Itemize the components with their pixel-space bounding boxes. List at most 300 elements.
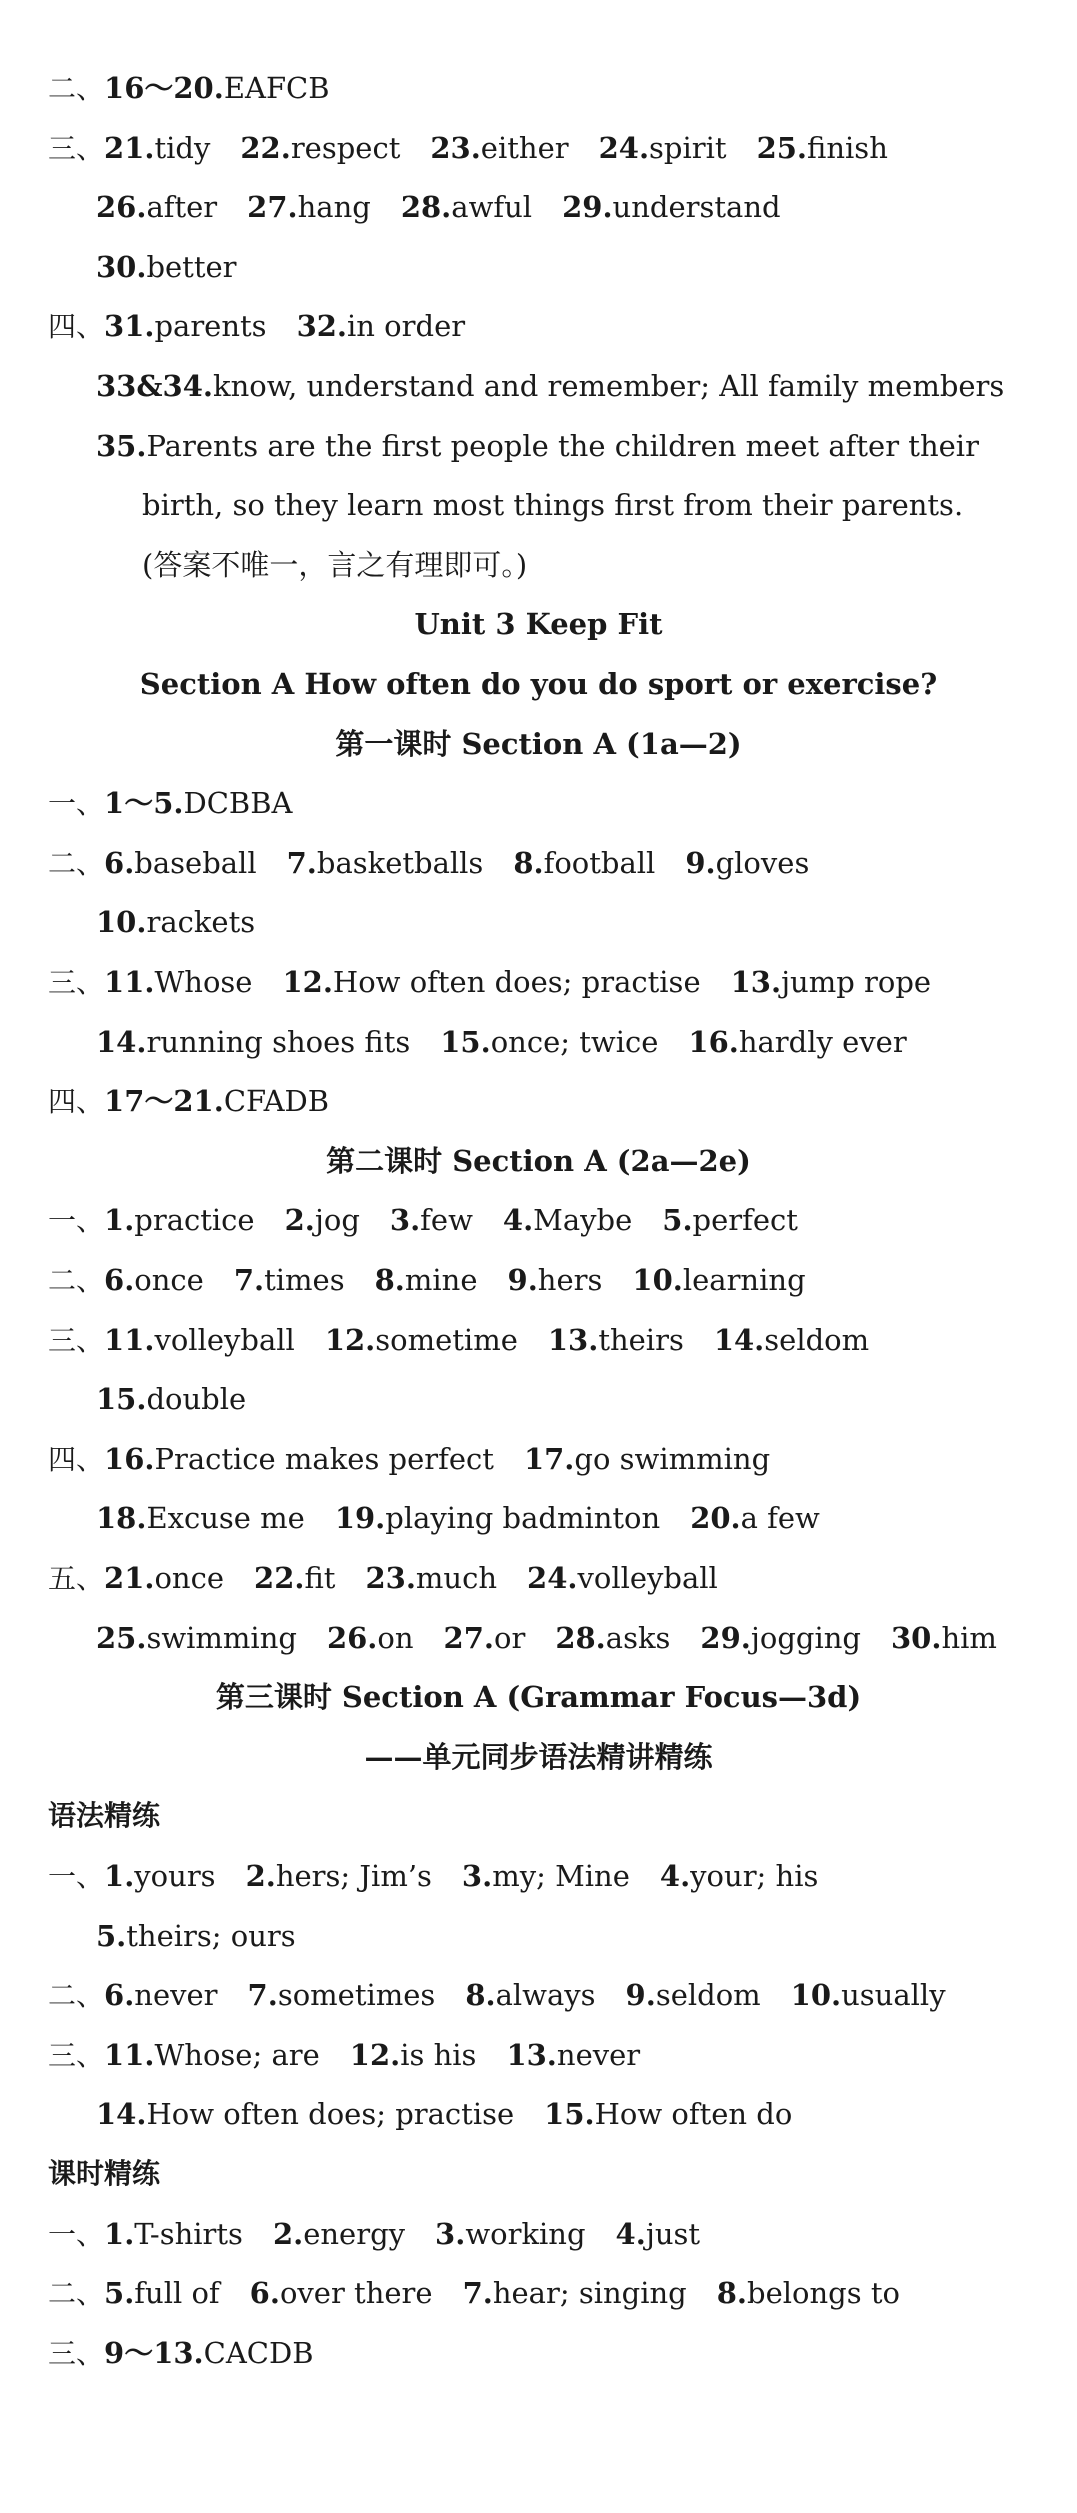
question-number: 13. xyxy=(547,1322,599,1357)
answer-row xyxy=(48,1846,818,1906)
answer-item xyxy=(104,2204,243,2264)
answer-text: times xyxy=(264,1263,345,1297)
question-number: 8. xyxy=(716,2276,748,2311)
question-number: 8. xyxy=(374,1263,405,1297)
answer-text: over there xyxy=(279,2276,433,2311)
answer-item xyxy=(96,356,1004,416)
answer-row xyxy=(96,1369,246,1429)
question-number: 28. xyxy=(400,190,452,225)
question-number: 9～13. xyxy=(104,2335,204,2370)
answer-item xyxy=(104,1071,329,1131)
answer-text: How often does; practise xyxy=(146,2097,515,2132)
answer-item xyxy=(96,177,217,237)
question-number: 28. xyxy=(555,1620,606,1655)
answer-item xyxy=(104,58,330,118)
answer-row xyxy=(96,1608,997,1668)
question-number: 16. xyxy=(688,1024,739,1059)
answer-text: spirit xyxy=(649,130,727,165)
answer-item xyxy=(104,1965,218,2025)
answer-text: hang xyxy=(297,190,371,225)
question-number: 35. xyxy=(96,428,147,463)
answer-item xyxy=(285,1190,360,1250)
answer-continuation: (答案不唯一，言之有理即可。) xyxy=(142,547,528,582)
answer-text: asks xyxy=(605,1620,671,1655)
answer-text: hers xyxy=(537,1263,603,1297)
answer-text: jump rope xyxy=(781,965,932,999)
answer-text: Whose xyxy=(154,965,253,999)
answer-text: understand xyxy=(612,190,781,225)
answer-item xyxy=(757,118,888,178)
question-number: 27. xyxy=(247,190,298,225)
answer-item xyxy=(96,1608,297,1668)
answer-text: EAFCB xyxy=(223,71,330,105)
question-number: 17. xyxy=(523,1441,575,1476)
answer-row xyxy=(48,1190,798,1250)
answer-item xyxy=(688,1012,906,1072)
answer-text: T-shirts xyxy=(134,2216,243,2251)
section-heading: Section A How often do you do sport or exercise? xyxy=(139,667,938,701)
question-group-label: 一、 xyxy=(48,1860,105,1893)
answer-item xyxy=(104,296,267,356)
answer-row xyxy=(48,2204,700,2264)
answer-row xyxy=(48,118,888,178)
question-number: 32. xyxy=(296,309,348,344)
question-number: 15. xyxy=(544,2097,595,2132)
question-number: 4. xyxy=(659,1859,691,1893)
answer-text: mine xyxy=(404,1263,478,1297)
answer-text: theirs; ours xyxy=(126,1918,296,1953)
question-number: 21. xyxy=(104,130,155,165)
answer-item xyxy=(430,118,568,178)
answer-row xyxy=(96,177,781,237)
answer-row xyxy=(48,833,809,893)
answer-item xyxy=(246,1846,432,1906)
answer-item xyxy=(282,952,700,1012)
question-number: 24. xyxy=(598,130,650,165)
answer-item xyxy=(548,1310,684,1370)
answer-text: belongs to xyxy=(747,2276,900,2311)
answer-text: yours xyxy=(134,1859,216,1893)
question-number: 29. xyxy=(562,190,613,225)
question-number: 12. xyxy=(324,1322,376,1357)
answer-item xyxy=(365,1548,497,1608)
question-number: 22. xyxy=(254,1561,305,1595)
question-number: 6. xyxy=(104,1263,135,1297)
answer-text: double xyxy=(146,1382,247,1417)
answer-text: usually xyxy=(841,1978,946,2013)
question-number: 10. xyxy=(790,1978,842,2013)
answer-item xyxy=(248,1965,436,2025)
question-number: 18. xyxy=(96,1501,147,1536)
answer-text: sometime xyxy=(375,1322,518,1357)
answer-text: parents xyxy=(154,309,267,344)
answer-item xyxy=(700,1608,861,1668)
answer-text: volleyball xyxy=(577,1561,718,1595)
answer-text: respect xyxy=(290,130,401,165)
answer-text: rackets xyxy=(146,905,256,940)
answer-item xyxy=(791,1965,946,2025)
answer-row xyxy=(96,1012,907,1072)
question-number: 1. xyxy=(104,1203,135,1238)
answer-item xyxy=(96,2084,514,2144)
answer-text: better xyxy=(146,249,237,284)
question-group-label: 二、 xyxy=(48,846,105,880)
answer-row xyxy=(96,1906,296,1966)
answer-row xyxy=(48,2025,640,2085)
answer-item xyxy=(390,1190,473,1250)
answer-item xyxy=(234,1250,345,1310)
answer-item xyxy=(632,1250,805,1310)
answer-text: Whose; are xyxy=(154,2037,320,2072)
answer-text: seldom xyxy=(655,1978,761,2013)
question-number: 14. xyxy=(96,2097,147,2132)
answer-row xyxy=(48,773,292,833)
answer-item xyxy=(350,2025,477,2085)
answer-text: football xyxy=(543,845,656,880)
question-number: 14. xyxy=(96,1024,147,1059)
question-number: 7. xyxy=(247,1978,278,2013)
answer-item xyxy=(544,2084,792,2144)
answer-text: is his xyxy=(400,2037,477,2072)
question-group-label: 一、 xyxy=(48,1204,105,1238)
answer-row xyxy=(48,1071,329,1131)
answer-item xyxy=(273,2204,405,2264)
section-heading: 第二课时 Section A (2a—2e) xyxy=(326,1143,751,1178)
question-number: 4. xyxy=(502,1203,534,1238)
answer-text: working xyxy=(465,2216,586,2251)
answer-row xyxy=(48,58,330,118)
answer-item xyxy=(508,1250,603,1310)
question-number: 13. xyxy=(730,965,782,999)
answer-text: on xyxy=(377,1620,414,1655)
answer-item xyxy=(463,2263,687,2323)
question-group-label: 二、 xyxy=(48,1264,105,1297)
answer-item xyxy=(335,1488,660,1548)
answer-text: your; his xyxy=(690,1859,819,1893)
answer-text: tidy xyxy=(154,130,211,165)
answer-text: never xyxy=(556,2037,641,2072)
answer-text: never xyxy=(134,1978,218,2013)
answer-text: once xyxy=(154,1561,225,1595)
question-number: 12. xyxy=(349,2037,401,2072)
answer-row xyxy=(48,2263,900,2323)
question-number: 20. xyxy=(690,1501,741,1536)
question-number: 6. xyxy=(104,1978,135,2013)
answer-item xyxy=(104,833,257,893)
answer-text: few xyxy=(420,1203,473,1238)
question-number: 26. xyxy=(326,1620,378,1655)
answer-item xyxy=(104,2025,320,2085)
answer-row xyxy=(96,1488,820,1548)
answer-item xyxy=(375,1250,478,1310)
answer-row xyxy=(48,1548,718,1608)
answer-item xyxy=(599,118,727,178)
question-number: 10. xyxy=(96,905,147,940)
answer-item xyxy=(503,1190,632,1250)
question-number: 17～21. xyxy=(104,1084,224,1119)
answer-item xyxy=(327,1608,414,1668)
section-heading: 第三课时 Section A (Grammar Focus—3d) xyxy=(215,1680,862,1715)
answer-item xyxy=(250,2263,433,2323)
section-heading: ——单元同步语法精讲精练 xyxy=(364,1739,713,1774)
answer-item xyxy=(524,1429,770,1489)
answer-text: hear; singing xyxy=(492,2276,687,2311)
question-number: 16. xyxy=(104,1441,155,1476)
answer-item xyxy=(685,833,809,893)
answer-text: volleyball xyxy=(154,1322,295,1357)
question-number: 19. xyxy=(334,1501,386,1536)
question-number: 9. xyxy=(685,845,716,880)
answer-item xyxy=(562,177,780,237)
question-number: 9. xyxy=(625,1978,656,2013)
question-number: 3. xyxy=(389,1203,421,1238)
question-number: 10. xyxy=(632,1263,683,1297)
section-heading: 第一课时 Section A (1a—2) xyxy=(335,726,742,761)
answer-text: How often does; practise xyxy=(332,965,701,999)
question-number: 11. xyxy=(104,2037,155,2072)
answer-row xyxy=(48,296,465,356)
answer-item xyxy=(104,1250,204,1310)
answer-row xyxy=(96,416,979,476)
answer-item xyxy=(891,1608,997,1668)
answer-item xyxy=(527,1548,718,1608)
answer-item xyxy=(717,2263,900,2323)
answer-item xyxy=(254,1548,335,1608)
question-number: 21. xyxy=(104,1561,155,1595)
answer-item xyxy=(240,118,400,178)
answer-item xyxy=(96,1012,410,1072)
question-number: 6. xyxy=(249,2276,280,2311)
question-number: 25. xyxy=(756,130,808,165)
answer-row xyxy=(48,1250,806,1310)
answer-item xyxy=(104,1310,295,1370)
question-number: 25. xyxy=(96,1620,147,1655)
answer-item xyxy=(440,1012,658,1072)
question-group-label: 三、 xyxy=(48,2336,105,2370)
answer-item xyxy=(616,2204,701,2264)
answer-text: a few xyxy=(740,1501,820,1536)
answer-row xyxy=(96,2084,792,2144)
question-number: 2. xyxy=(284,1203,315,1238)
answer-text: basketballs xyxy=(316,845,484,880)
answer-item xyxy=(104,1190,255,1250)
answer-text: energy xyxy=(303,2216,406,2251)
question-number: 1. xyxy=(104,2216,135,2251)
question-number: 24. xyxy=(527,1561,578,1595)
question-group-label: 五、 xyxy=(48,1562,105,1595)
question-number: 29. xyxy=(700,1620,751,1655)
answer-item xyxy=(104,2263,220,2323)
question-number: 7. xyxy=(462,2276,493,2311)
answer-text: my; Mine xyxy=(492,1859,630,1893)
answer-text: How often do xyxy=(594,2097,793,2132)
answer-item xyxy=(731,952,931,1012)
answer-item xyxy=(287,833,484,893)
answer-item xyxy=(626,1965,761,2025)
answer-row xyxy=(48,1310,869,1370)
answer-text: sometimes xyxy=(277,1978,436,2013)
question-number: 12. xyxy=(282,965,333,999)
answer-text: jogging xyxy=(750,1620,861,1655)
answer-text: know, understand and remember; All family members xyxy=(213,369,1005,403)
answer-text: always xyxy=(495,1978,596,2013)
question-group-label: 二、 xyxy=(48,1979,105,2013)
question-number: 33&34. xyxy=(96,369,213,403)
answer-item xyxy=(104,1846,216,1906)
answer-text: once; twice xyxy=(490,1024,659,1059)
question-number: 23. xyxy=(430,130,481,165)
question-number: 2. xyxy=(272,2216,304,2251)
answer-text: perfect xyxy=(692,1203,798,1238)
answer-text: or xyxy=(494,1620,526,1655)
answer-text: hers; Jim’s xyxy=(275,1859,432,1893)
answer-text: gloves xyxy=(715,845,810,880)
answer-item xyxy=(444,1608,526,1668)
answer-text: jog xyxy=(314,1203,360,1238)
question-number: 26. xyxy=(96,190,147,225)
question-number: 15. xyxy=(96,1382,147,1417)
answer-text: go swimming xyxy=(574,1441,771,1476)
answer-item xyxy=(104,1429,494,1489)
question-number: 7. xyxy=(233,1263,265,1297)
answer-text: Practice makes perfect xyxy=(154,1441,494,1476)
answer-item xyxy=(104,952,252,1012)
answer-text: Maybe xyxy=(533,1203,633,1238)
question-number: 30. xyxy=(96,249,147,284)
answer-text: baseball xyxy=(134,845,257,880)
answer-item xyxy=(104,118,210,178)
answer-item xyxy=(247,177,371,237)
answer-text: full of xyxy=(134,2276,220,2311)
question-number: 14. xyxy=(713,1322,765,1357)
question-number: 11. xyxy=(104,1322,155,1357)
answer-row xyxy=(48,1965,946,2025)
question-number: 7. xyxy=(286,845,317,880)
answer-row xyxy=(48,2323,314,2383)
question-number: 11. xyxy=(104,965,155,999)
question-group-label: 二、 xyxy=(48,72,105,105)
answer-item xyxy=(660,1846,819,1906)
question-number: 3. xyxy=(435,2216,466,2251)
answer-text: awful xyxy=(451,190,533,225)
question-group-label: 四、 xyxy=(48,310,105,344)
answer-item xyxy=(104,2323,314,2383)
question-number: 6. xyxy=(104,845,135,880)
question-group-label: 四、 xyxy=(48,1085,105,1119)
question-group-label: 一、 xyxy=(48,2217,105,2251)
question-group-label: 四、 xyxy=(48,1442,105,1476)
answer-text: once xyxy=(134,1263,204,1297)
question-group-label: 三、 xyxy=(48,1323,105,1357)
answer-text: running shoes fits xyxy=(146,1024,411,1059)
answer-item xyxy=(462,1846,630,1906)
section-heading: Unit 3 Keep Fit xyxy=(414,607,663,642)
answer-continuation: birth, so they learn most things first from their parents. xyxy=(142,488,964,523)
question-number: 27. xyxy=(443,1620,494,1655)
question-number: 5. xyxy=(104,2276,135,2311)
answer-text: CACDB xyxy=(203,2335,314,2370)
answer-text: playing badminton xyxy=(385,1501,661,1536)
question-group-label: 三、 xyxy=(48,131,105,165)
answer-text: CFADB xyxy=(223,1084,330,1119)
question-number: 1～5. xyxy=(104,786,184,821)
answer-text: theirs xyxy=(598,1322,684,1357)
answer-item xyxy=(690,1488,820,1548)
answer-text: hardly ever xyxy=(738,1024,907,1059)
question-number: 4. xyxy=(615,2216,646,2251)
answer-text: either xyxy=(480,130,569,165)
answer-row xyxy=(48,952,931,1012)
answer-text: after xyxy=(146,190,218,225)
question-number: 31. xyxy=(104,309,155,344)
answer-item xyxy=(662,1190,798,1250)
answer-item xyxy=(555,1608,670,1668)
answer-item xyxy=(435,2204,586,2264)
answer-item xyxy=(96,892,255,952)
answer-item xyxy=(96,416,979,476)
question-group-label: 一、 xyxy=(48,787,105,821)
answer-item xyxy=(96,1369,246,1429)
subsection-title: 语法精练 xyxy=(48,1799,161,1833)
question-group-label: 三、 xyxy=(48,966,105,999)
answer-text: just xyxy=(645,2216,701,2251)
answer-item xyxy=(325,1310,518,1370)
subsection-title: 课时精练 xyxy=(48,2157,161,2190)
answer-text: learning xyxy=(682,1263,806,1297)
answer-text: much xyxy=(415,1561,498,1595)
question-number: 8. xyxy=(513,845,544,880)
answer-row xyxy=(96,892,255,952)
question-number: 30. xyxy=(890,1620,942,1655)
question-group-label: 二、 xyxy=(48,2277,105,2311)
question-number: 3. xyxy=(461,1859,493,1893)
question-number: 5. xyxy=(662,1203,693,1238)
answer-text: Parents are the first people the children meet after their xyxy=(146,428,979,463)
answer-row xyxy=(96,237,237,297)
answer-text: practice xyxy=(134,1203,255,1238)
answer-item xyxy=(465,1965,595,2025)
answer-item xyxy=(96,1906,296,1966)
question-number: 8. xyxy=(465,1978,496,2013)
answer-text: Excuse me xyxy=(146,1501,305,1536)
answer-text: fit xyxy=(304,1561,336,1595)
question-number: 22. xyxy=(240,130,291,165)
question-number: 2. xyxy=(245,1859,276,1893)
answer-text: DCBBA xyxy=(183,786,293,821)
question-number: 5. xyxy=(96,1918,127,1953)
answer-item xyxy=(401,177,532,237)
answer-item xyxy=(506,2025,640,2085)
question-number: 15. xyxy=(440,1024,491,1059)
answer-item xyxy=(297,296,466,356)
answer-item xyxy=(104,773,292,833)
question-number: 1. xyxy=(104,1859,135,1893)
answer-text: in order xyxy=(347,309,466,344)
answer-item xyxy=(96,237,237,297)
answer-row xyxy=(96,356,1004,416)
question-group-label: 三、 xyxy=(48,2038,105,2072)
answer-text: seldom xyxy=(764,1322,870,1357)
answer-item xyxy=(513,833,655,893)
question-number: 23. xyxy=(365,1561,416,1595)
answer-text: swimming xyxy=(146,1620,297,1655)
answer-item xyxy=(104,1548,224,1608)
answer-row xyxy=(48,1429,770,1489)
answer-item xyxy=(96,1488,305,1548)
question-number: 16～20. xyxy=(104,71,224,105)
answer-text: finish xyxy=(807,130,888,165)
question-number: 9. xyxy=(507,1263,538,1297)
